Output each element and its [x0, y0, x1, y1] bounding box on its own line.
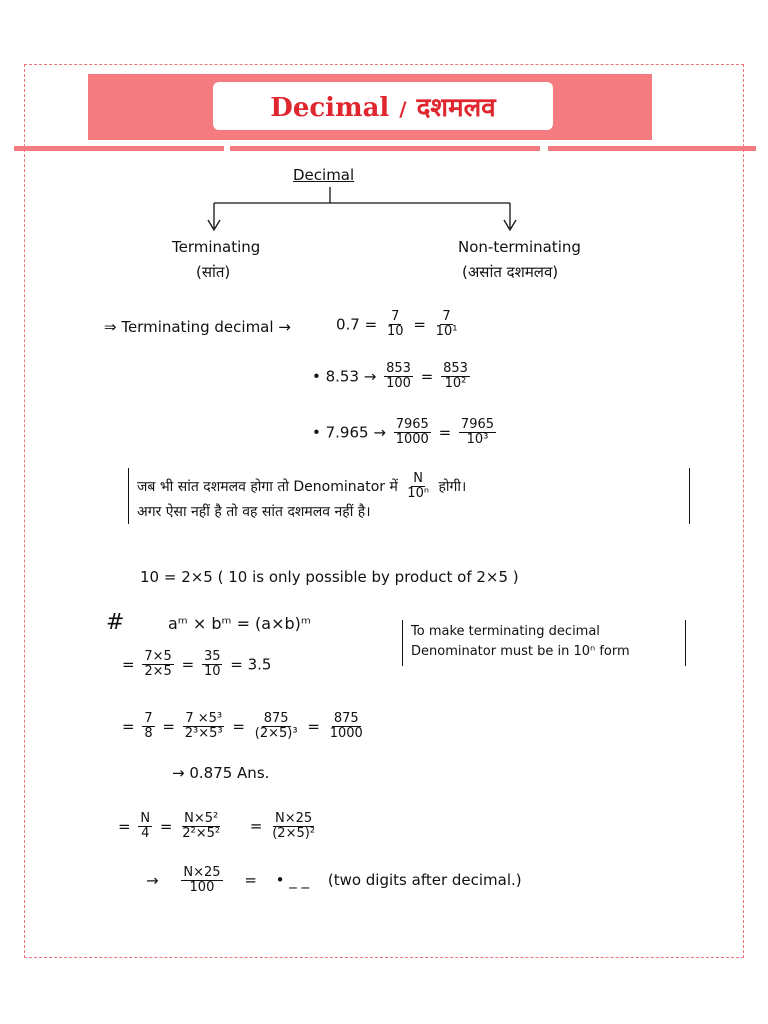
tree-root: Decimal	[293, 166, 355, 184]
note-line1-text: जब भी सांत दशमलव होगा तो Denominator में	[137, 478, 398, 495]
s3-eq: =	[118, 817, 131, 836]
s2-num2: 7 ×5³	[185, 711, 223, 726]
ex2-den1: 100	[386, 376, 411, 392]
ex1-den1: 10	[386, 324, 404, 340]
s3-den1: 4	[141, 826, 150, 842]
s4-arrow: →	[146, 871, 159, 890]
s3-num3: N×25	[275, 811, 313, 826]
s1-result: = 3.5	[230, 655, 272, 674]
s2-num3: 875	[263, 711, 289, 726]
hint-line1: To make terminating decimal	[411, 624, 600, 639]
s3-eq2: =	[159, 817, 173, 836]
step-4	[146, 866, 522, 896]
s1-den1: 2×5	[144, 664, 172, 680]
ex1-num2: 7	[442, 309, 451, 324]
exponent-rule: aᵐ × bᵐ = (a×b)ᵐ	[168, 614, 311, 633]
terminating-label: ⇒ Terminating decimal →	[104, 318, 291, 336]
example-3	[312, 418, 499, 448]
ex2-lhs: • 8.53 →	[312, 367, 377, 386]
example-1	[336, 310, 462, 340]
ex3-num1: 7965	[395, 417, 429, 432]
s3-num1: N	[140, 811, 151, 826]
ex2-den2: 10²	[444, 376, 467, 392]
s1-num2: 35	[203, 649, 221, 664]
note-frac-num: N	[413, 471, 424, 486]
tree-right: Non-terminating	[458, 238, 581, 256]
s2-den4: 1000	[329, 726, 363, 742]
s1-den2: 10	[203, 664, 221, 680]
tree-right-hindi: (असांत दशमलव)	[462, 263, 559, 281]
step-1	[122, 650, 271, 680]
s4-den1: 100	[189, 880, 215, 896]
s4-blank: • _ _	[275, 871, 310, 890]
ex1-eq: =	[413, 315, 426, 334]
s2-den1: 8	[144, 726, 153, 742]
s2-eq4: =	[307, 717, 320, 736]
title-separator: /	[399, 97, 407, 121]
hindi-note-box	[128, 468, 690, 524]
s3-num2: N×5²	[184, 811, 219, 826]
hindi-note-line1	[137, 472, 466, 502]
s2-num4: 875	[333, 711, 359, 726]
note-frac-den: 10ⁿ	[407, 486, 430, 502]
s2-den3: (2×5)³	[254, 726, 298, 742]
ex3-lhs: • 7.965 →	[312, 423, 386, 442]
tree-left-hindi: (सांत)	[196, 263, 231, 281]
s3-eq3: =	[249, 817, 263, 836]
hint-line2: Denominator must be in 10ⁿ form	[411, 644, 630, 659]
s2-eq2: =	[162, 717, 175, 736]
example-2	[312, 362, 473, 392]
step-2	[122, 712, 368, 742]
note-line1-end: होगी।	[438, 478, 467, 495]
terminating-hint-box	[402, 620, 686, 666]
ex3-eq: =	[438, 423, 452, 442]
s1-eq2: =	[181, 655, 195, 674]
title-english: Decimal	[270, 93, 390, 123]
ex3-num2: 7965	[460, 417, 495, 432]
ex3-den1: 1000	[395, 432, 429, 448]
hindi-note-line2: अगर ऐसा नहीं है तो वह सांत दशमलव नहीं है।	[137, 504, 371, 520]
ex2-num1: 853	[386, 361, 411, 376]
ex1-num1: 7	[391, 309, 400, 324]
s4-note: (two digits after decimal.)	[327, 871, 522, 890]
answer: → 0.875 Ans.	[172, 764, 270, 782]
ex2-eq: =	[420, 367, 434, 386]
s3-den2: 2²×5²	[182, 826, 221, 842]
s2-eq3: =	[232, 717, 245, 736]
s1-num1: 7×5	[144, 649, 172, 664]
hash-symbol: #	[106, 610, 125, 635]
s2-den2: 2³×5³	[184, 726, 223, 742]
ex1-lhs: 0.7 =	[336, 315, 378, 334]
s4-eq: =	[244, 871, 257, 890]
title-hindi: दशमलव	[416, 93, 496, 123]
ex2-num2: 853	[443, 361, 468, 376]
s1-eq: =	[122, 655, 135, 674]
s2-eq: =	[122, 717, 135, 736]
s4-num1: N×25	[183, 865, 221, 880]
s3-den3: (2×5)²	[272, 826, 316, 842]
ex3-den2: 10³	[466, 432, 489, 448]
tree-left: Terminating	[172, 238, 261, 256]
s2-num1: 7	[144, 711, 153, 726]
tree-connectors	[0, 0, 768, 300]
step-3	[118, 812, 320, 842]
ex1-den2: 10¹	[435, 324, 458, 340]
product-note: 10 = 2×5 ( 10 is only possible by product of 2×5 )	[140, 568, 519, 586]
